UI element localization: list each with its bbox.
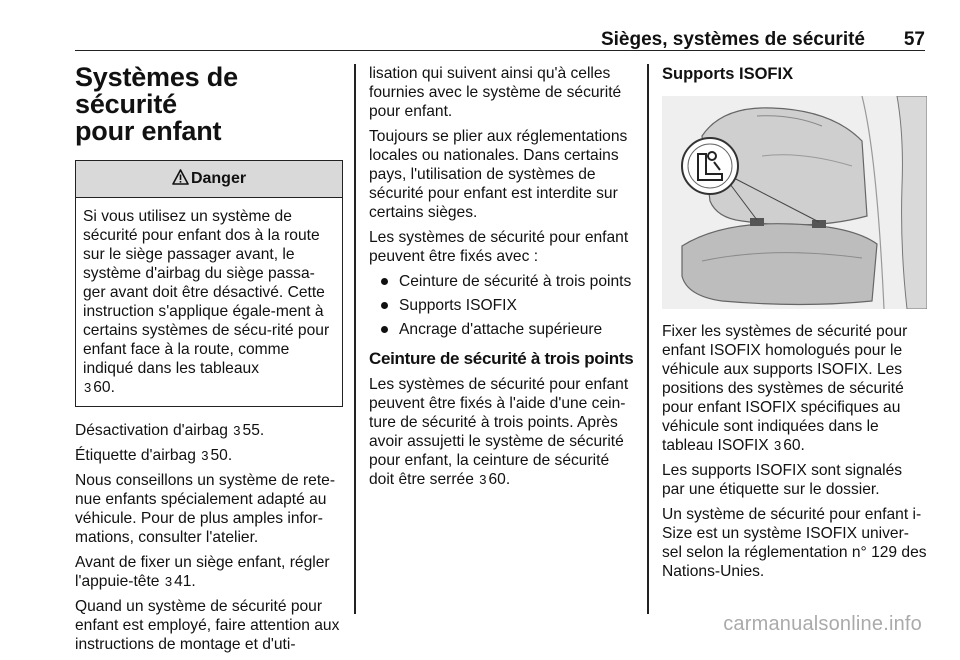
paragraph: Les supports ISOFIX sont signalés par une étiquette sur le dossier.: [662, 462, 903, 498]
paragraph: Étiquette d'airbag 3 50.: [75, 447, 233, 464]
column-1: [75, 64, 343, 660]
danger-body: [76, 198, 342, 406]
page-number: 57: [903, 29, 925, 50]
danger-box: [75, 160, 343, 407]
danger-header: [76, 161, 342, 198]
cross-reference-icon: 3: [164, 574, 173, 589]
page-reference-link[interactable]: 60.: [488, 471, 511, 488]
watermark: carmanualsonline.info: [723, 613, 922, 635]
cross-reference-icon: 3: [479, 472, 487, 487]
subsection-title: Supports ISOFIX: [662, 65, 794, 83]
page-header: [75, 28, 925, 51]
bullet-icon: [381, 326, 388, 333]
cross-reference-icon: 3: [233, 423, 241, 438]
list-item: Supports ISOFIX: [369, 296, 635, 315]
paragraph: Fixer les systèmes de sécurité pour enfant ISOFIX homologués pour le véhicule aux supports ISOFIX. Les positions des systèmes de sécurité pour enfant ISOFIX spécifiques au véhicule sont indiquées dans le tableau ISOFIX 3 60.: [662, 323, 908, 454]
list-item: Ancrage d'attache supérieure: [369, 320, 635, 339]
paragraph: Un système de sécurité pour enfant i-Size est un système ISOFIX univer-sel selon la réglementation n° 129 des Nations-Unies.: [662, 506, 927, 580]
bullet-icon: [381, 278, 388, 285]
paragraph: Désactivation d'airbag 3 55.: [75, 422, 265, 439]
paragraph: Toujours se plier aux réglementations locales ou nationales. Dans certains pays, l'utilisation de systèmes de sécurité pour enfant est interdite sur certains sièges.: [369, 128, 628, 221]
section-title: [75, 64, 343, 145]
page-reference-link[interactable]: 55.: [242, 422, 265, 439]
page-reference-link[interactable]: 60.: [783, 437, 805, 454]
page-reference-link[interactable]: 41.: [174, 573, 196, 590]
column-divider: [647, 64, 649, 614]
paragraph: Quand un système de sécurité pour enfant est employé, faire attention aux instructions de montage et d'uti-: [75, 598, 340, 653]
danger-text: Si vous utilisez un système de sécurité pour enfant dos à la route sur le siège passager avant, le système d'airbag du siège passa-ger avant doit être désactivé. Cette instruction s'applique égale-ment à certains systèmes de sécu-rité pour enfant face à la route, comme indiqué dans les tableaux: [83, 208, 330, 377]
cross-reference-icon: 3: [773, 438, 782, 453]
section-title-line1: Systèmes de sécurité: [75, 62, 238, 119]
bullet-icon: [381, 302, 388, 309]
cross-reference-icon: 3: [84, 380, 92, 395]
column-3: [662, 64, 927, 587]
column-2: [369, 64, 635, 495]
cross-reference-icon: 3: [201, 448, 209, 463]
warning-triangle-icon: [172, 169, 189, 185]
paragraph: Les systèmes de sécurité pour enfant peuvent être fixés avec :: [369, 229, 629, 265]
subsection-title: Ceinture de sécurité à trois points: [369, 349, 634, 368]
page-reference-link[interactable]: 50.: [210, 447, 233, 464]
danger-label: Danger: [190, 170, 247, 187]
column-divider: [354, 64, 356, 614]
isofix-seat-drawing: [662, 96, 927, 309]
list-item: Ceinture de sécurité à trois points: [369, 272, 635, 291]
paragraph: Avant de fixer un siège enfant, régler l'appuie-tête 3 41.: [75, 554, 330, 590]
paragraph: lisation qui suivent ainsi qu'à celles fournies avec le système de sécurité pour enfant.: [369, 65, 622, 120]
paragraph: Nous conseillons un système de rete-nue enfants spécialement adapté au véhicule. Pour de plus amples infor-mations, consulter l'atelier.: [75, 472, 336, 546]
section-title-line2: pour enfant: [75, 116, 222, 146]
isofix-seat-illustration: [662, 96, 927, 309]
bullet-list: [369, 272, 635, 339]
paragraph: Les systèmes de sécurité pour enfant peuvent être fixés à l'aide d'une cein-ture de sécurité à trois points. Après avoir assujetti le système de sécurité pour enfant, la ceinture de sécurité doit être serrée 3 60.: [369, 376, 629, 488]
danger-ref[interactable]: 60.: [93, 379, 115, 396]
header-title: Sièges, systèmes de sécurité: [600, 29, 865, 50]
